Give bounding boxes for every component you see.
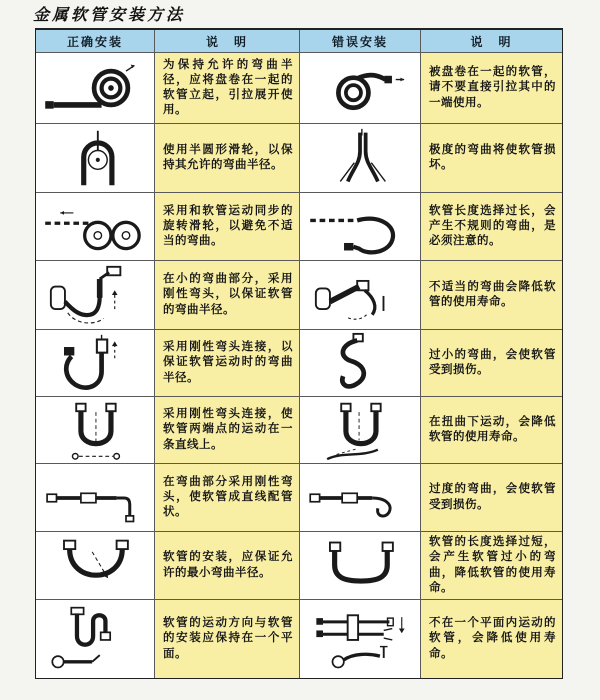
too-small-bend-icon	[304, 332, 416, 394]
header-wrong-desc: 说 明	[421, 30, 562, 52]
inline-motion-u-icon	[39, 399, 151, 461]
wrong-desc: 在扭曲下运动，会降低软管的使用寿命。	[421, 397, 562, 463]
wrong-image-cell	[300, 397, 420, 463]
correct-desc: 采用刚性弯头连接，以保证软管运动时的弯曲半径。	[155, 330, 299, 396]
correct-image-cell	[36, 124, 154, 192]
correct-desc: 使用半圆形滑轮，以保持其允许的弯曲半径。	[155, 124, 299, 192]
improper-bend-icon	[304, 264, 416, 326]
wrong-image-cell	[300, 600, 420, 678]
correct-desc: 在弯曲部分采用刚性弯头，使软管成直线配管状。	[155, 464, 299, 531]
header-correct-install: 正确安装	[36, 30, 154, 52]
wrong-desc: 不在一个平面内运动的软管，会降低使用寿命。	[421, 600, 562, 678]
hose-coil-pull-end-icon	[304, 57, 416, 119]
correct-image-cell	[36, 193, 154, 260]
header-wrong-install: 错误安装	[300, 30, 420, 52]
correct-desc: 在小的弯曲部分，采用刚性弯头，以保证软管的弯曲半径。	[155, 261, 299, 329]
wrong-image-cell	[300, 124, 420, 192]
semicircular-pulley-icon	[39, 127, 151, 189]
wrong-desc: 极度的弯曲将使软管损坏。	[421, 124, 562, 192]
min-bend-radius-u-icon	[39, 535, 151, 597]
correct-image-cell	[36, 464, 154, 531]
wrong-desc: 软管的长度选择过短，会产生软管过小的弯曲，降低软管的使用寿命。	[421, 532, 562, 599]
out-of-plane-motion-icon	[304, 605, 416, 673]
wrong-desc: 软管长度选择过长，会产生不规则的弯曲，是必须注意的。	[421, 193, 562, 260]
wrong-desc: 不适当的弯曲会降低软管的使用寿命。	[421, 261, 562, 329]
straight-pipe-elbow-icon	[39, 467, 151, 529]
wrong-image-cell	[300, 193, 420, 260]
twisted-motion-u-icon	[304, 399, 416, 461]
installation-table	[35, 28, 563, 679]
correct-image-cell	[36, 532, 154, 599]
wrong-image-cell	[300, 330, 420, 396]
same-plane-motion-icon	[39, 605, 151, 673]
hose-coil-unroll-icon	[39, 57, 151, 119]
header-correct-desc: 说 明	[155, 30, 299, 52]
rigid-elbow-small-bend-icon	[39, 264, 151, 326]
rotating-pulleys-icon	[39, 196, 151, 258]
overlong-hose-loop-icon	[304, 196, 416, 258]
correct-desc: 为保持允许的弯曲半径，应将盘卷在一起的软管立起，引拉展开使用。	[155, 53, 299, 123]
wrong-desc: 过度的弯曲，会使软管受到损伤。	[421, 464, 562, 531]
correct-image-cell	[36, 397, 154, 463]
wrong-image-cell	[300, 464, 420, 531]
correct-desc: 软管的运动方向与软管的安装应保持在一个平面。	[155, 600, 299, 678]
wrong-image-cell	[300, 261, 420, 329]
wrong-image-cell	[300, 532, 420, 599]
excessive-bend-hook-icon	[304, 467, 416, 529]
correct-desc: 软管的安装，应保证允许的最小弯曲半径。	[155, 532, 299, 599]
wrong-image-cell	[300, 53, 420, 123]
wrong-desc: 过小的弯曲，会使软管受到损伤。	[421, 330, 562, 396]
correct-desc: 采用刚性弯头连接，使软管两端点的运动在一条直线上。	[155, 397, 299, 463]
wrong-desc: 被盘卷在一起的软管，请不要直接引拉其中的一端使用。	[421, 53, 562, 123]
correct-image-cell	[36, 261, 154, 329]
correct-image-cell	[36, 53, 154, 123]
correct-image-cell	[36, 600, 154, 678]
page-title: 金属软管安装方法	[33, 7, 186, 24]
correct-desc: 采用和软管运动同步的旋转滑轮，以避免不适当的弯曲。	[155, 193, 299, 260]
short-hose-flat-u-icon	[304, 535, 416, 597]
correct-image-cell	[36, 330, 154, 396]
rigid-elbow-connection-icon	[39, 332, 151, 394]
extreme-bend-icon	[304, 127, 416, 189]
